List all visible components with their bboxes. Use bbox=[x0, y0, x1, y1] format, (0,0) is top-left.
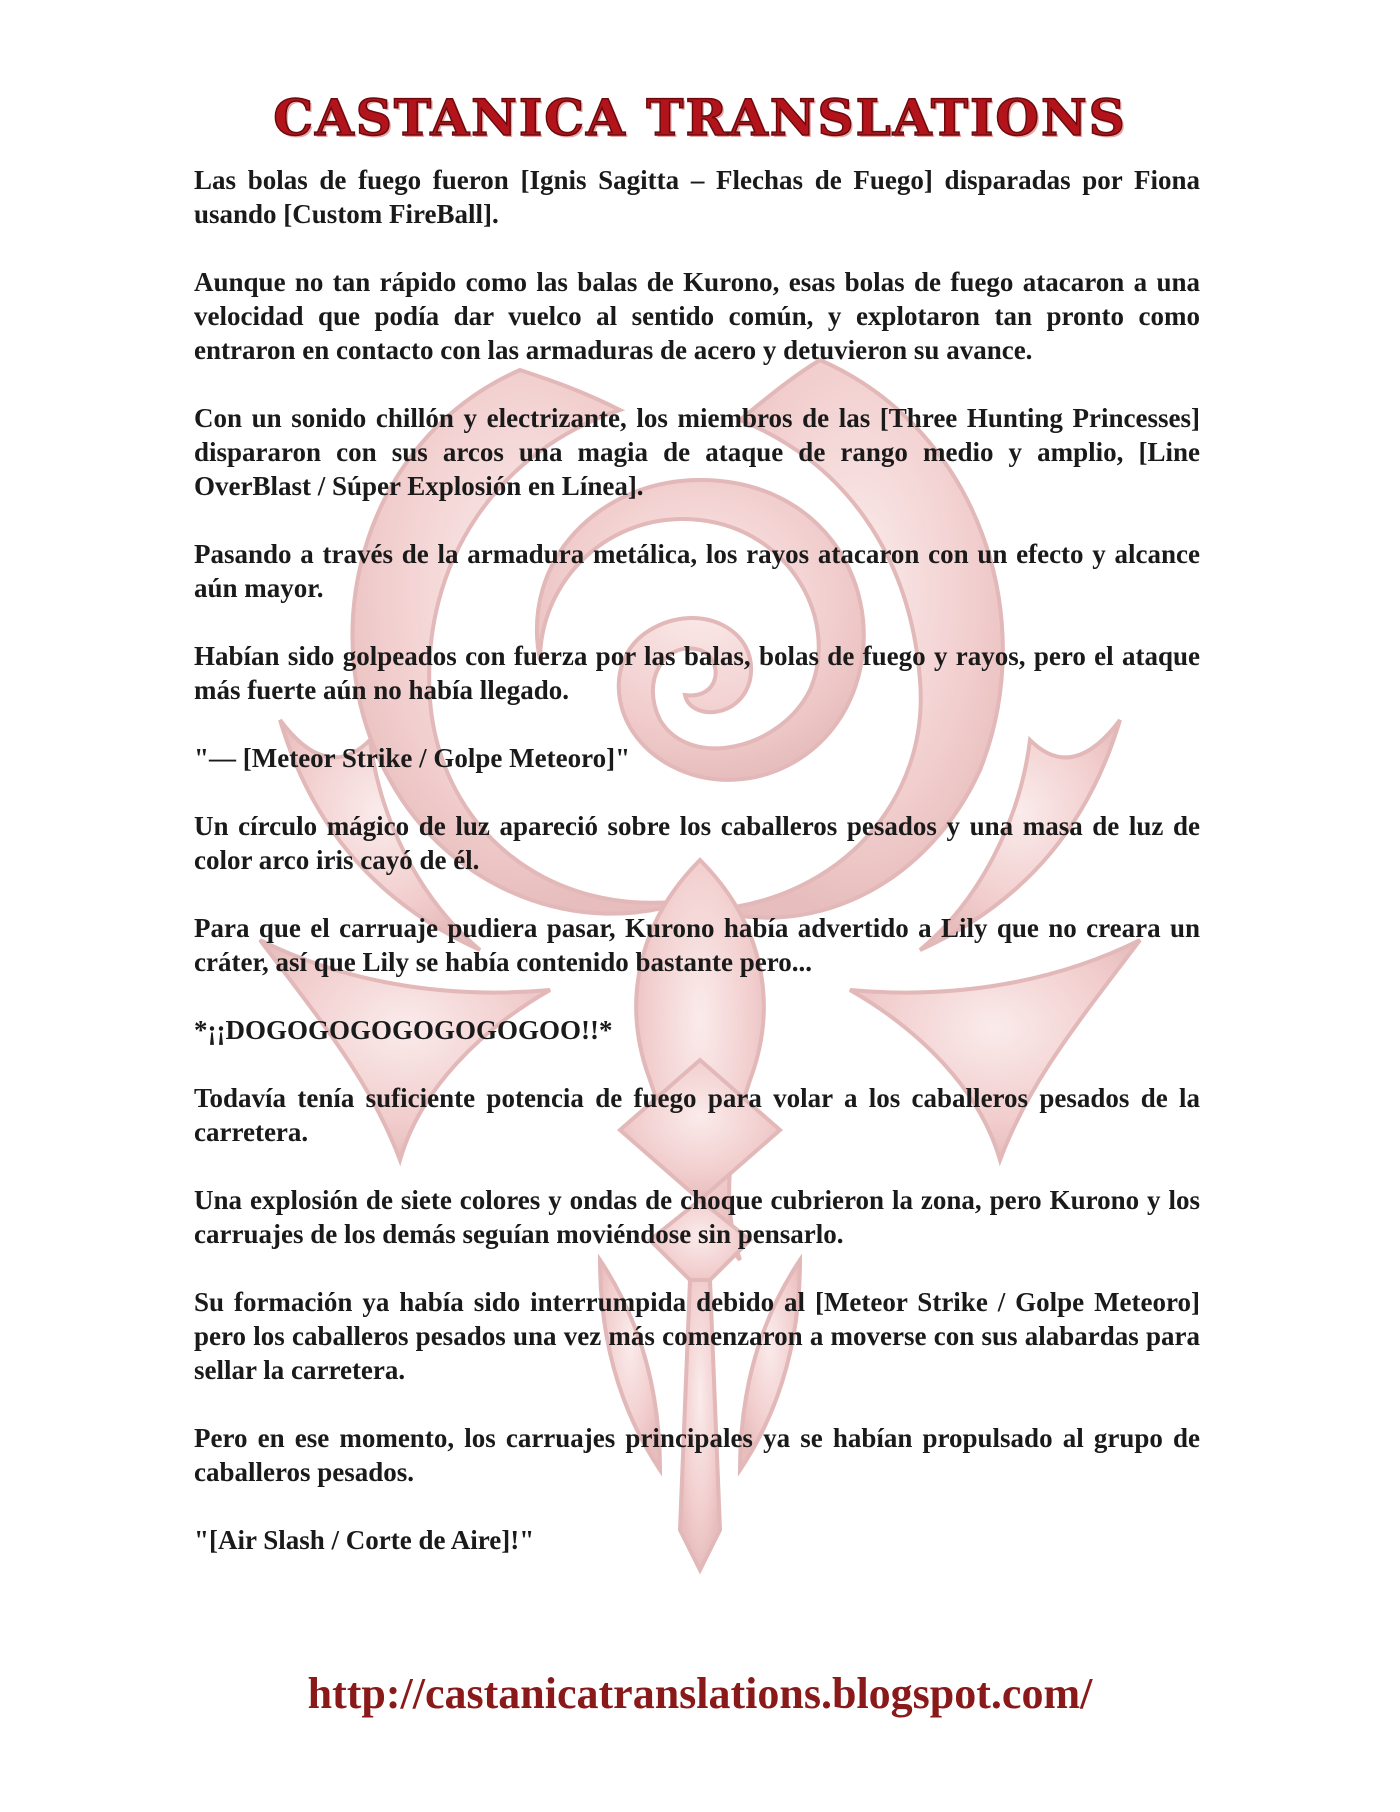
paragraph: Con un sonido chillón y electrizante, los miembros de las [Three Hunting Princesses] dispararon con sus arcos una magia de ataque de rango medio y amplio, [Line OverBlast / Súper Explosión en Línea]. bbox=[194, 403, 1200, 501]
paragraph: Habían sido golpeados con fuerza por las balas, bolas de fuego y rayos, pero el ataque más fuerte aún no había llegado. bbox=[194, 641, 1200, 705]
paragraph: Pasando a través de la armadura metálica, los rayos atacaron con un efecto y alcance aún mayor. bbox=[194, 539, 1200, 603]
paragraph: "[Air Slash / Corte de Aire]!" bbox=[194, 1525, 535, 1555]
paragraph: Su formación ya había sido interrumpida debido al [Meteor Strike / Golpe Meteoro] pero los caballeros pesados una vez más comenzaron a moverse con sus alabardas para sellar la carretera. bbox=[194, 1287, 1200, 1385]
paragraph: Para que el carruaje pudiera pasar, Kurono había advertido a Lily que no creara un cráter, así que Lily se había contenido bastante pero... bbox=[194, 913, 1200, 977]
page-title: CASTANICA TRANSLATIONS bbox=[273, 88, 1127, 147]
paragraph: Aunque no tan rápido como las balas de Kurono, esas bolas de fuego atacaron a una velocidad que podía dar vuelco al sentido común, y explotaron tan pronto como entraron en contacto con las armaduras de acero y detuvieron su avance. bbox=[194, 267, 1200, 365]
paragraph: Todavía tenía suficiente potencia de fuego para volar a los caballeros pesados de la carretera. bbox=[194, 1083, 1200, 1147]
paragraph: Una explosión de siete colores y ondas de choque cubrieron la zona, pero Kurono y los carruajes de los demás seguían moviéndose sin pensarlo. bbox=[194, 1185, 1200, 1249]
paragraph: Pero en ese momento, los carruajes principales ya se habían propulsado al grupo de caballeros pesados. bbox=[194, 1423, 1200, 1487]
paragraph: "— [Meteor Strike / Golpe Meteoro]" bbox=[194, 743, 631, 773]
footer-url-link[interactable]: http://castanicatranslations.blogspot.com/ bbox=[307, 1669, 1093, 1718]
document-body bbox=[194, 163, 1200, 1591]
paragraph: Las bolas de fuego fueron [Ignis Sagitta – Flechas de Fuego] disparadas por Fiona usando [Custom FireBall]. bbox=[194, 165, 1200, 229]
paragraph: *¡¡DOGOGOGOGOGOGOGOO!!* bbox=[194, 1015, 613, 1045]
paragraph: Un círculo mágico de luz apareció sobre los caballeros pesados y una masa de luz de color arco iris cayó de él. bbox=[194, 811, 1200, 875]
